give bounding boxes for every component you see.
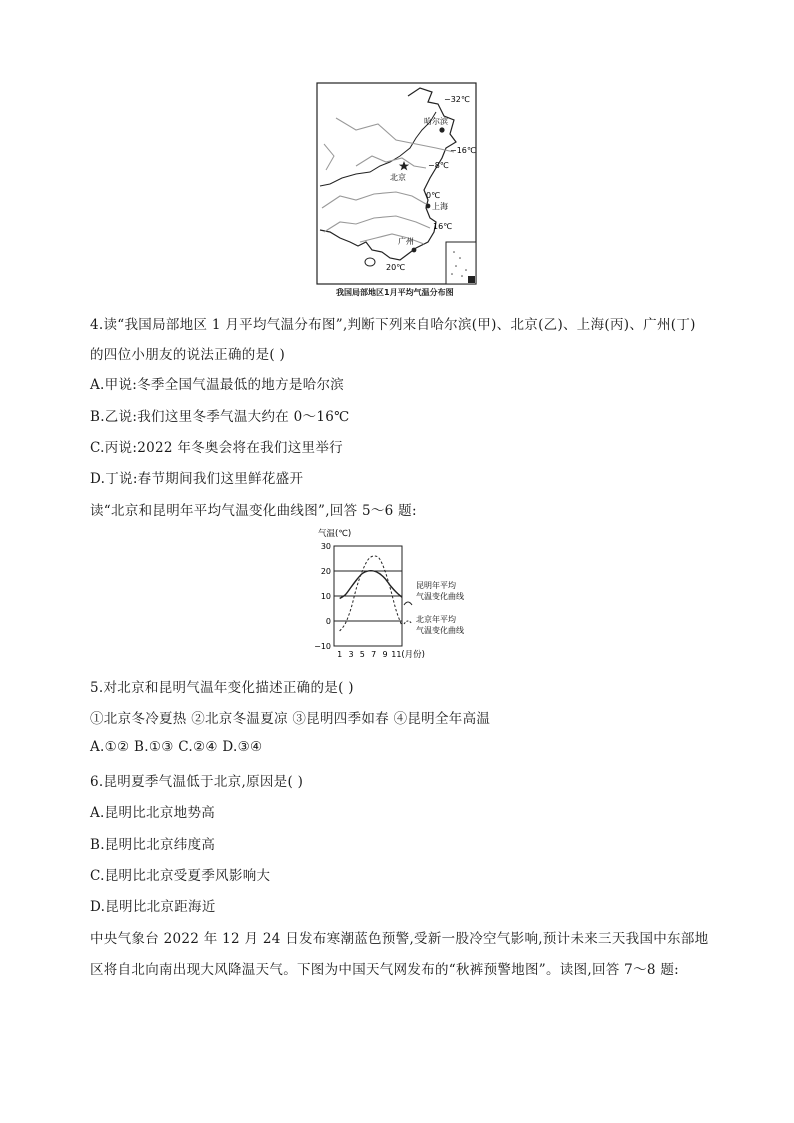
label-m8: −8℃ <box>428 161 449 170</box>
harbin-marker <box>439 127 444 132</box>
label-beijing: 北京 <box>390 173 406 182</box>
q5-statements: ①北京冬冷夏热 ②北京冬温夏凉 ③昆明四季如春 ④昆明全年高温 <box>90 711 491 727</box>
legend-beijing-line <box>404 621 412 624</box>
shanghai-marker <box>426 204 431 209</box>
x-tick-label: 5 <box>359 650 365 659</box>
y-tick-label: 30 <box>320 542 331 551</box>
label-m16: −16℃ <box>450 146 476 155</box>
q4-option-a: A.甲说:冬季全国气温最低的地方是哈尔滨 <box>90 377 345 393</box>
legend-beijing-1: 北京年平均 <box>416 615 456 624</box>
intro-q7-8-line1: 中央气象台 2022 年 12 月 24 日发布寒潮蓝色预警,受新一股冷空气影响,预计未来三天我国中东部地 <box>90 931 709 947</box>
x-tick-label: 7 <box>371 650 377 659</box>
q5-stem: 5.对北京和昆明气温年变化描述正确的是( ) <box>90 680 354 696</box>
legend-kunming-1: 昆明年平均 <box>416 581 456 590</box>
y-tick-label: 10 <box>320 592 331 601</box>
x-tick-label: 1 <box>337 650 343 659</box>
inset-badge <box>468 276 475 283</box>
q6-option-a: A.昆明比北京地势高 <box>90 805 216 821</box>
label-p16: 16℃ <box>433 222 453 231</box>
legend-kunming-2: 气温变化曲线 <box>416 592 464 601</box>
x-tick-label: 3 <box>348 650 354 659</box>
x-axis-label: (月份) <box>401 650 425 660</box>
intro-q7-8-line2: 区将自北向南出现大风降温天气。下图为中国天气网发布的“秋裤预警地图”。读图,回答 7～8 题: <box>90 962 680 978</box>
q6-option-d: D.昆明比北京距海近 <box>90 899 216 915</box>
label-p20: 20℃ <box>386 263 406 272</box>
map-caption: 我国局部地区1月平均气温分布图 <box>336 288 454 297</box>
legend-kunming-line <box>404 602 412 605</box>
q6-option-c: C.昆明比北京受夏季风影响大 <box>90 868 271 884</box>
kunming-series-line <box>340 571 402 599</box>
y-tick-label: 0 <box>325 617 331 626</box>
beijing-series-line <box>340 556 402 631</box>
q5-choices: A.①② B.①③ C.②④ D.③④ <box>90 739 263 755</box>
q4-stem-line2: 的四位小朋友的说法正确的是( ) <box>90 347 286 363</box>
label-m32: −32℃ <box>444 95 470 104</box>
q6-stem: 6.昆明夏季气温低于北京,原因是( ) <box>90 774 304 790</box>
legend-beijing-2: 气温变化曲线 <box>416 626 464 635</box>
label-shanghai: 上海 <box>432 202 448 211</box>
y-axis-label: 气温(℃) <box>318 529 352 539</box>
label-harbin: 哈尔滨 <box>424 117 448 126</box>
chart-svg <box>310 526 492 670</box>
q4-option-b: B.乙说:我们这里冬季气温大约在 0～16℃ <box>90 409 350 425</box>
q4-option-d: D.丁说:春节期间我们这里鲜花盛开 <box>90 471 304 487</box>
x-tick-label: 11 <box>391 650 402 659</box>
q4-stem-line1: 4.读“我国局部地区 1 月平均气温分布图”,判断下列来自哈尔滨(甲)、北京(乙)、上海(丙)、广州(丁) <box>90 317 696 333</box>
y-tick-label: 20 <box>320 567 331 576</box>
temperature-map <box>316 82 478 286</box>
x-tick-label: 9 <box>382 650 388 659</box>
label-guangzhou: 广州 <box>398 237 414 246</box>
y-tick-label: −10 <box>314 642 331 651</box>
intro-q5-6: 读“北京和昆明年平均气温变化曲线图”,回答 5～6 题: <box>90 503 417 519</box>
temperature-chart <box>310 526 492 670</box>
label-zero: 0℃ <box>426 191 441 200</box>
q6-option-b: B.昆明比北京纬度高 <box>90 837 216 853</box>
guangzhou-marker <box>412 248 417 253</box>
q4-option-c: C.丙说:2022 年冬奥会将在我们这里举行 <box>90 440 343 456</box>
